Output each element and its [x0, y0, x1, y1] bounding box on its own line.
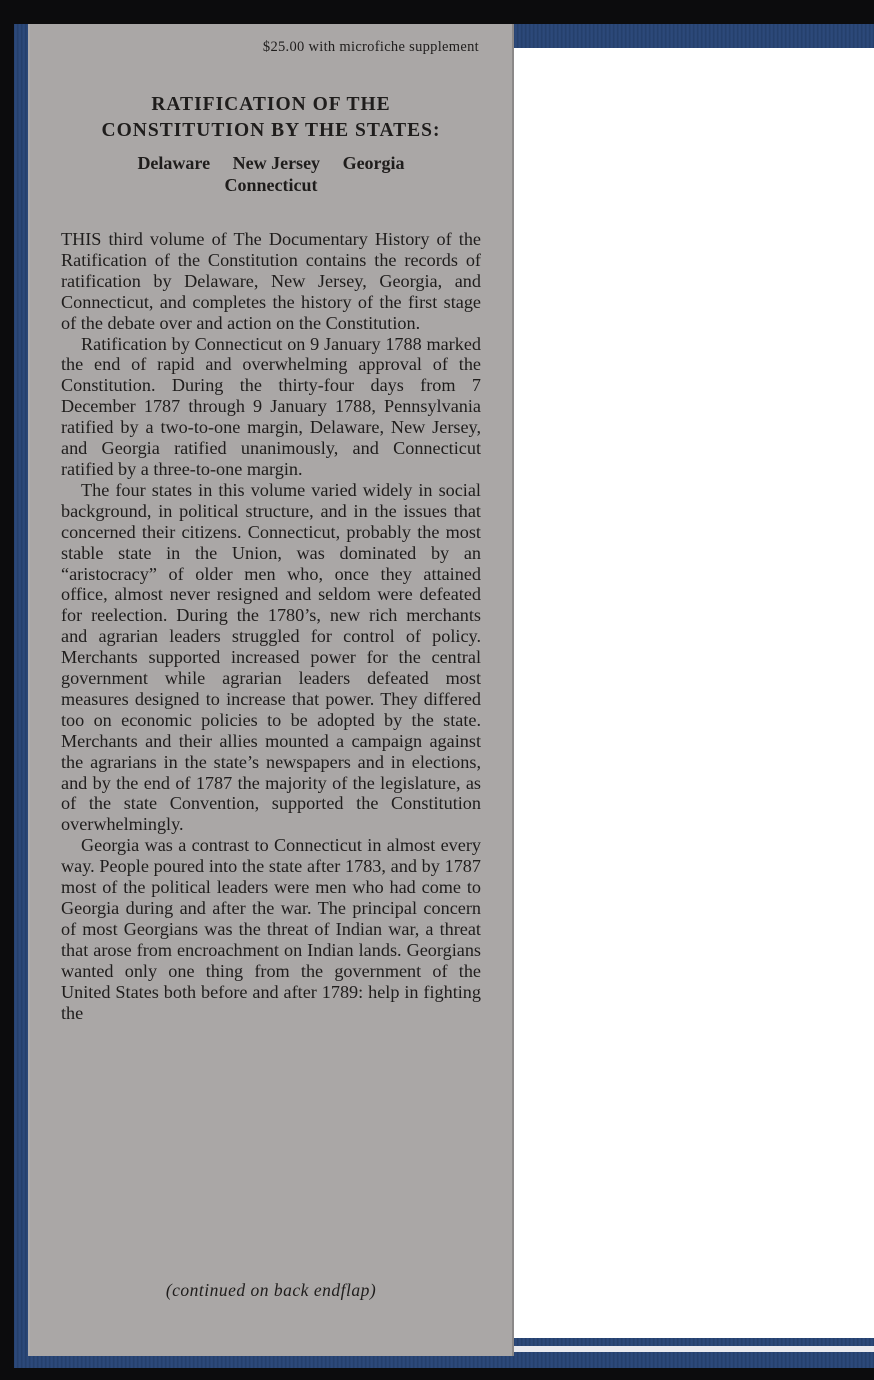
title-line-2: CONSTITUTION BY THE STATES: [101, 120, 441, 141]
flap-body [61, 229, 481, 1023]
flap-title [28, 92, 514, 144]
endpaper-page [514, 48, 874, 1338]
state-georgia: Georgia [342, 153, 405, 173]
paragraph-3: The four states in this volume varied widely in social background, in political structure, and in the issues that concerned their citizens. Connecticut, probably the most stable state in the Union, was dominated by an “aristocracy” of older men who, once they attained office, almost never resigned and seldom were defeated for reelection. During the 1780’s, new rich merchants and agrarian leaders struggled for control of policy. Merchants supported increased power for the central government while agrarian leaders defeated most measures designed to increase that power. They differed too on economic policies to be adopted by the state. Merchants and their allies mounted a campaign against the agrarians in the state’s newspapers and in elections, and by the end of 1787 the majority of the legislature, as of the state Convention, supported the Constitution overwhelmingly. [61, 479, 481, 835]
paragraph-4: Georgia was a contrast to Connecticut in almost every way. People poured into the state after 1783, and by 1787 most of the political leaders were men who had come to Georgia during and after the war. The principal concern of most Georgians was the threat of Indian war, a threat that arose from encroachment on Indian lands. Georgians wanted only one thing from the government of the United States both before and after 1789: help in fighting the [61, 835, 481, 1023]
states-row-2: Connecticut [224, 175, 318, 195]
endpaper-edge [514, 1346, 874, 1352]
paragraph-2: Ratification by Connecticut on 9 January 1788 marked the end of rapid and overwhelming approval of the Constitution. During the thirty-four days from 7 December 1787 through 9 January 1788, Pennsylvania ratified by a two-to-one margin, Delaware, New Jersey, and Georgia ratified unanimously, and Connecticut ratified by a three-to-one margin. [61, 333, 481, 479]
continued-note: (continued on back endflap) [165, 1280, 377, 1300]
states-row-1 [28, 152, 514, 174]
title-line-1: RATIFICATION OF THE [151, 94, 391, 115]
state-new-jersey: New Jersey [232, 153, 321, 173]
front-flap [28, 24, 514, 1356]
price-line: $25.00 with microfiche supplement [262, 39, 479, 55]
state-delaware: Delaware [137, 153, 211, 173]
states-list [28, 152, 514, 196]
paragraph-1: THIS third volume of The Documentary History of the Ratification of the Constitution contains the records of ratification by Delaware, New Jersey, Georgia, and Connecticut, and completes the history of the first stage of the debate over and action on the Constitution. [61, 229, 481, 333]
